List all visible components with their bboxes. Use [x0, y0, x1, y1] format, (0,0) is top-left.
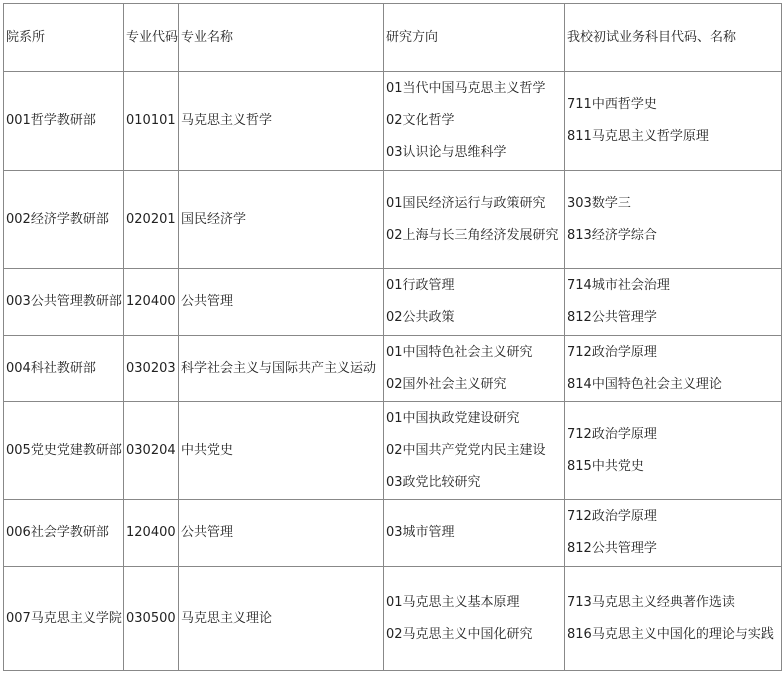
table-row	[4, 269, 782, 336]
header-code: 专业代码	[124, 4, 179, 72]
dept-cell: 002经济学教研部	[4, 171, 124, 269]
direction-item: 02文化哲学	[386, 113, 455, 128]
table-row	[4, 567, 782, 671]
code-cell: 120400	[124, 500, 179, 567]
code-cell: 030500	[124, 567, 179, 671]
direction-item: 02国外社会主义研究	[386, 376, 507, 392]
header-major: 专业名称	[179, 4, 384, 72]
direction-cell	[384, 171, 565, 269]
major-cell: 科学社会主义与国际共产主义运动	[179, 336, 384, 402]
table-body	[4, 72, 782, 671]
exam-cell	[565, 72, 782, 171]
exam-cell	[565, 269, 782, 336]
direction-item: 01中国执政党建设研究	[386, 410, 520, 426]
direction-item: 02上海与长三角经济发展研究	[386, 227, 559, 243]
exam-cell	[565, 402, 782, 500]
table-row	[4, 500, 782, 567]
dept-cell: 003公共管理教研部	[4, 269, 124, 336]
direction-cell	[384, 567, 565, 671]
direction-item: 01中国特色社会主义研究	[386, 344, 533, 360]
direction-item: 03城市管理	[386, 525, 455, 540]
dept-cell: 007马克思主义学院	[4, 567, 124, 671]
direction-cell	[384, 500, 565, 567]
code-cell: 020201	[124, 171, 179, 269]
exam-item: 811马克思主义哲学原理	[567, 129, 709, 144]
major-cell: 中共党史	[179, 402, 384, 500]
exam-cell	[565, 500, 782, 567]
exam-item: 712政治学原理	[567, 509, 657, 524]
direction-item: 02中国共产党党内民主建设	[386, 442, 546, 458]
table-row	[4, 72, 782, 171]
table-row	[4, 402, 782, 500]
direction-cell	[384, 402, 565, 500]
major-cell: 马克思主义理论	[179, 567, 384, 671]
major-cell: 马克思主义哲学	[179, 72, 384, 171]
dept-cell: 005党史党建教研部	[4, 402, 124, 500]
exam-item: 712政治学原理	[567, 344, 657, 360]
direction-item: 02公共政策	[386, 310, 455, 325]
header-exam: 我校初试业务科目代码、名称	[565, 4, 782, 72]
exam-cell	[565, 171, 782, 269]
exam-cell	[565, 336, 782, 402]
code-cell: 030203	[124, 336, 179, 402]
exam-item: 711中西哲学史	[567, 97, 657, 112]
direction-item: 01国民经济运行与政策研究	[386, 195, 546, 211]
exam-item: 816马克思主义中国化的理论与实践	[567, 626, 774, 642]
exam-item: 815中共党史	[567, 458, 644, 474]
direction-item: 01当代中国马克思主义哲学	[386, 81, 546, 96]
exam-item: 713马克思主义经典著作选读	[567, 594, 735, 610]
table-row	[4, 336, 782, 402]
table-row	[4, 171, 782, 269]
code-cell: 030204	[124, 402, 179, 500]
exam-item: 812公共管理学	[567, 541, 657, 556]
header-row	[4, 4, 782, 72]
exam-item: 814中国特色社会主义理论	[567, 376, 722, 392]
direction-item: 01马克思主义基本原理	[386, 594, 520, 610]
exam-item: 812公共管理学	[567, 310, 657, 325]
direction-cell	[384, 269, 565, 336]
header-dept: 院系所	[4, 4, 124, 72]
header-direction: 研究方向	[384, 4, 565, 72]
code-cell: 010101	[124, 72, 179, 171]
dept-cell: 006社会学教研部	[4, 500, 124, 567]
exam-item: 714城市社会治理	[567, 278, 670, 293]
major-cell: 公共管理	[179, 269, 384, 336]
major-cell: 公共管理	[179, 500, 384, 567]
direction-cell	[384, 72, 565, 171]
dept-cell: 001哲学教研部	[4, 72, 124, 171]
exam-item: 813经济学综合	[567, 227, 657, 243]
code-cell: 120400	[124, 269, 179, 336]
admissions-table	[3, 3, 782, 671]
dept-cell: 004科社教研部	[4, 336, 124, 402]
direction-item: 03认识论与思维科学	[386, 145, 507, 160]
exam-cell	[565, 567, 782, 671]
exam-item: 303数学三	[567, 195, 631, 211]
direction-item: 01行政管理	[386, 278, 455, 293]
direction-item: 02马克思主义中国化研究	[386, 626, 533, 642]
direction-item: 03政党比较研究	[386, 474, 481, 490]
direction-cell	[384, 336, 565, 402]
major-cell: 国民经济学	[179, 171, 384, 269]
exam-item: 712政治学原理	[567, 426, 657, 442]
